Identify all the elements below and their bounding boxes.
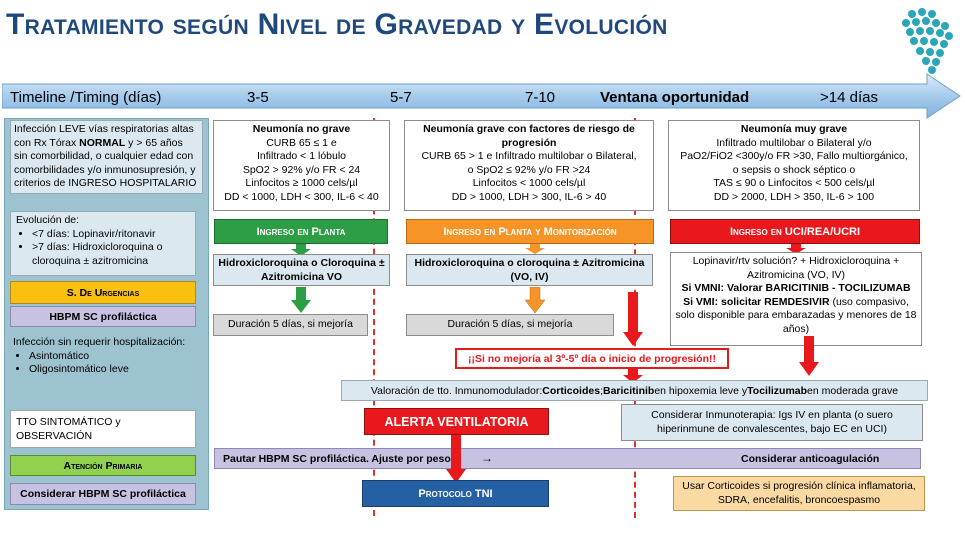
- hbpm-anticoagulacion-row: [214, 448, 921, 469]
- down-arrow: [290, 287, 312, 313]
- neumonia-muy-grave-box: [668, 120, 920, 211]
- criteria-line: DD > 1000, LDH > 300, IL-6 > 40: [451, 190, 607, 203]
- anticoagulacion-text: Considerar anticoagulación: [741, 453, 880, 465]
- col1-duration: Duración 5 días, si mejoría: [213, 314, 368, 336]
- timeline-day-7-10: 7-10: [525, 89, 556, 106]
- valoracion-inmunomodulador: Valoración de tto. Inmunomodulador: Corticoides ; Baricitinib en hipoxemia leve y Tocilizumab en moderada grave: [341, 380, 928, 401]
- timeline-day-14: >14 días: [820, 89, 878, 106]
- hbpm-text: Pautar HBPM SC profiláctica. Ajuste por peso: [223, 453, 451, 465]
- timeline-day-5-7: 5-7: [390, 89, 412, 106]
- evolucion-item: • >7 días: Hidroxicloroquina o cloroquina ± azitromicina: [32, 241, 190, 268]
- timeline-label: Timeline /Timing (días): [10, 89, 162, 106]
- inmunoterapia-box: Considerar Inmunoterapia: Igs IV en planta (o suero hiperinmune de convalescentes, bajo EC en UCI): [621, 404, 923, 441]
- hbpm-profilactica-button[interactable]: HBPM SC profiláctica: [10, 306, 196, 327]
- corticoides-box: Usar Corticoides si progresión clínica inflamatoria, SDRA, encefalitis, broncoespasmo: [673, 476, 925, 511]
- down-arrow: [622, 292, 644, 346]
- criteria-line: CURB 65 ≤ 1 e: [266, 136, 337, 149]
- alerta-ventilatoria[interactable]: ALERTA VENTILATORIA: [364, 408, 549, 435]
- timeline-day-3-5: 3-5: [247, 89, 269, 106]
- considerar-hbpm-button[interactable]: Considerar HBPM SC profiláctica: [10, 483, 196, 505]
- criteria-line: o SpO2 ≤ 92% y/o FR >24: [467, 163, 591, 176]
- criteria-line: SpO2 > 92% y/o FR < 24: [242, 163, 361, 176]
- urgencias-button[interactable]: S. De Urgencias: [10, 281, 196, 304]
- treatment-line: Si VMNI: Valorar BARICITINIB - TOCILIZUMAB: [681, 282, 911, 294]
- evolucion-box: [10, 211, 196, 276]
- criteria-line: Linfocitos < 1000 cels/µl: [472, 177, 586, 189]
- col1-title: Neumonía no grave: [252, 123, 351, 135]
- ingreso-uci-banner[interactable]: Ingreso en UCI/REA/UCRI: [670, 219, 920, 244]
- down-arrow: [524, 244, 546, 254]
- criteria-line: DD < 1000, LDH < 300, IL-6 < 40: [224, 190, 379, 203]
- ingreso-monitorizacion-banner[interactable]: Ingreso en Planta y Monitorización: [406, 219, 654, 244]
- sin-requerir-title: Infección sin requerir hospitalización:: [13, 336, 186, 348]
- col3-treatment: [670, 252, 922, 346]
- down-arrow: [798, 336, 820, 376]
- evolucion-item: • <7 días: Lopinavir/ritonavir: [32, 228, 190, 242]
- tto-sintomatico-box: TTO SINTOMÁTICO y OBSERVACIÓN: [10, 410, 196, 448]
- down-arrow: [524, 287, 546, 313]
- right-arrow-icon: →: [481, 451, 493, 465]
- atencion-primaria-button[interactable]: Atención Primaria: [10, 455, 196, 476]
- neumonia-no-grave-box: [213, 120, 390, 211]
- treatment-line: Lopinavir/rtv solución? + Hidroxicloroquina + Azitromicina (VO, IV): [692, 255, 900, 281]
- down-arrow: [445, 435, 467, 483]
- col2-treatment: Hidroxicloroquina o cloroquina ± Azitromicina (VO, IV): [406, 254, 653, 286]
- leve-description: Infección LEVE vías respiratorias altas con Rx Tórax NORMAL y > 65 años sin comorbilidad, o cualquier edad con comorbilidades y/o inmunosupresión, y criterios de INGRESO HOSPITALARIO: [10, 120, 203, 194]
- sin-requerir-item: • Asintomático: [29, 350, 203, 364]
- evolucion-title: Evolución de:: [16, 214, 80, 226]
- criteria-line: Infiltrado < 1 lóbulo: [256, 150, 347, 162]
- criteria-line: DD > 2000, LDH > 350, IL-6 > 100: [713, 190, 875, 203]
- timeline-window: Ventana oportunidad: [600, 89, 750, 106]
- treatment-line: Si VMI: solicitar REMDESIVIR (uso compasivo, solo disponible para embarazadas y menores de 18 años): [675, 295, 917, 335]
- sin-requerir-section: [13, 336, 203, 377]
- criteria-line: o sepsis o shock séptico o: [732, 163, 856, 176]
- criteria-line: CURB 65 > 1 e Infiltrado multilobar o Bilateral,: [421, 150, 637, 162]
- neumonia-grave-box: [404, 120, 654, 211]
- hospital-logo: [892, 6, 960, 76]
- criteria-line: PaO2/FiO2 <300y/o FR >30, Fallo multiorgánico,: [680, 150, 908, 162]
- sin-requerir-item: • Oligosintomático leve: [29, 363, 203, 377]
- col3-title: Neumonía muy grave: [740, 123, 848, 135]
- criteria-line: Infiltrado multilobar o Bilateral y/o: [716, 136, 872, 149]
- ingreso-planta-banner[interactable]: Ingreso en Planta: [214, 219, 388, 244]
- progresion-alert: ¡¡Si no mejoría al 3º-5º día o inicio de progresión!!: [455, 348, 729, 369]
- col2-title: Neumonía grave con factores de riesgo de progresión: [423, 123, 635, 149]
- col1-treatment: Hidroxicloroquina o Cloroquina ± Azitromicina VO: [213, 254, 390, 286]
- page-title: Tratamiento según Nivel de Gravedad y Evolución: [6, 8, 668, 41]
- criteria-line: Linfocitos ≥ 1000 cels/µl: [245, 177, 358, 189]
- protocolo-tni[interactable]: Protocolo TNI: [362, 480, 549, 507]
- col2-duration: Duración 5 días, si mejoría: [406, 314, 614, 336]
- criteria-line: TAS ≤ 90 o Linfocitos < 500 cels/µl: [713, 177, 875, 189]
